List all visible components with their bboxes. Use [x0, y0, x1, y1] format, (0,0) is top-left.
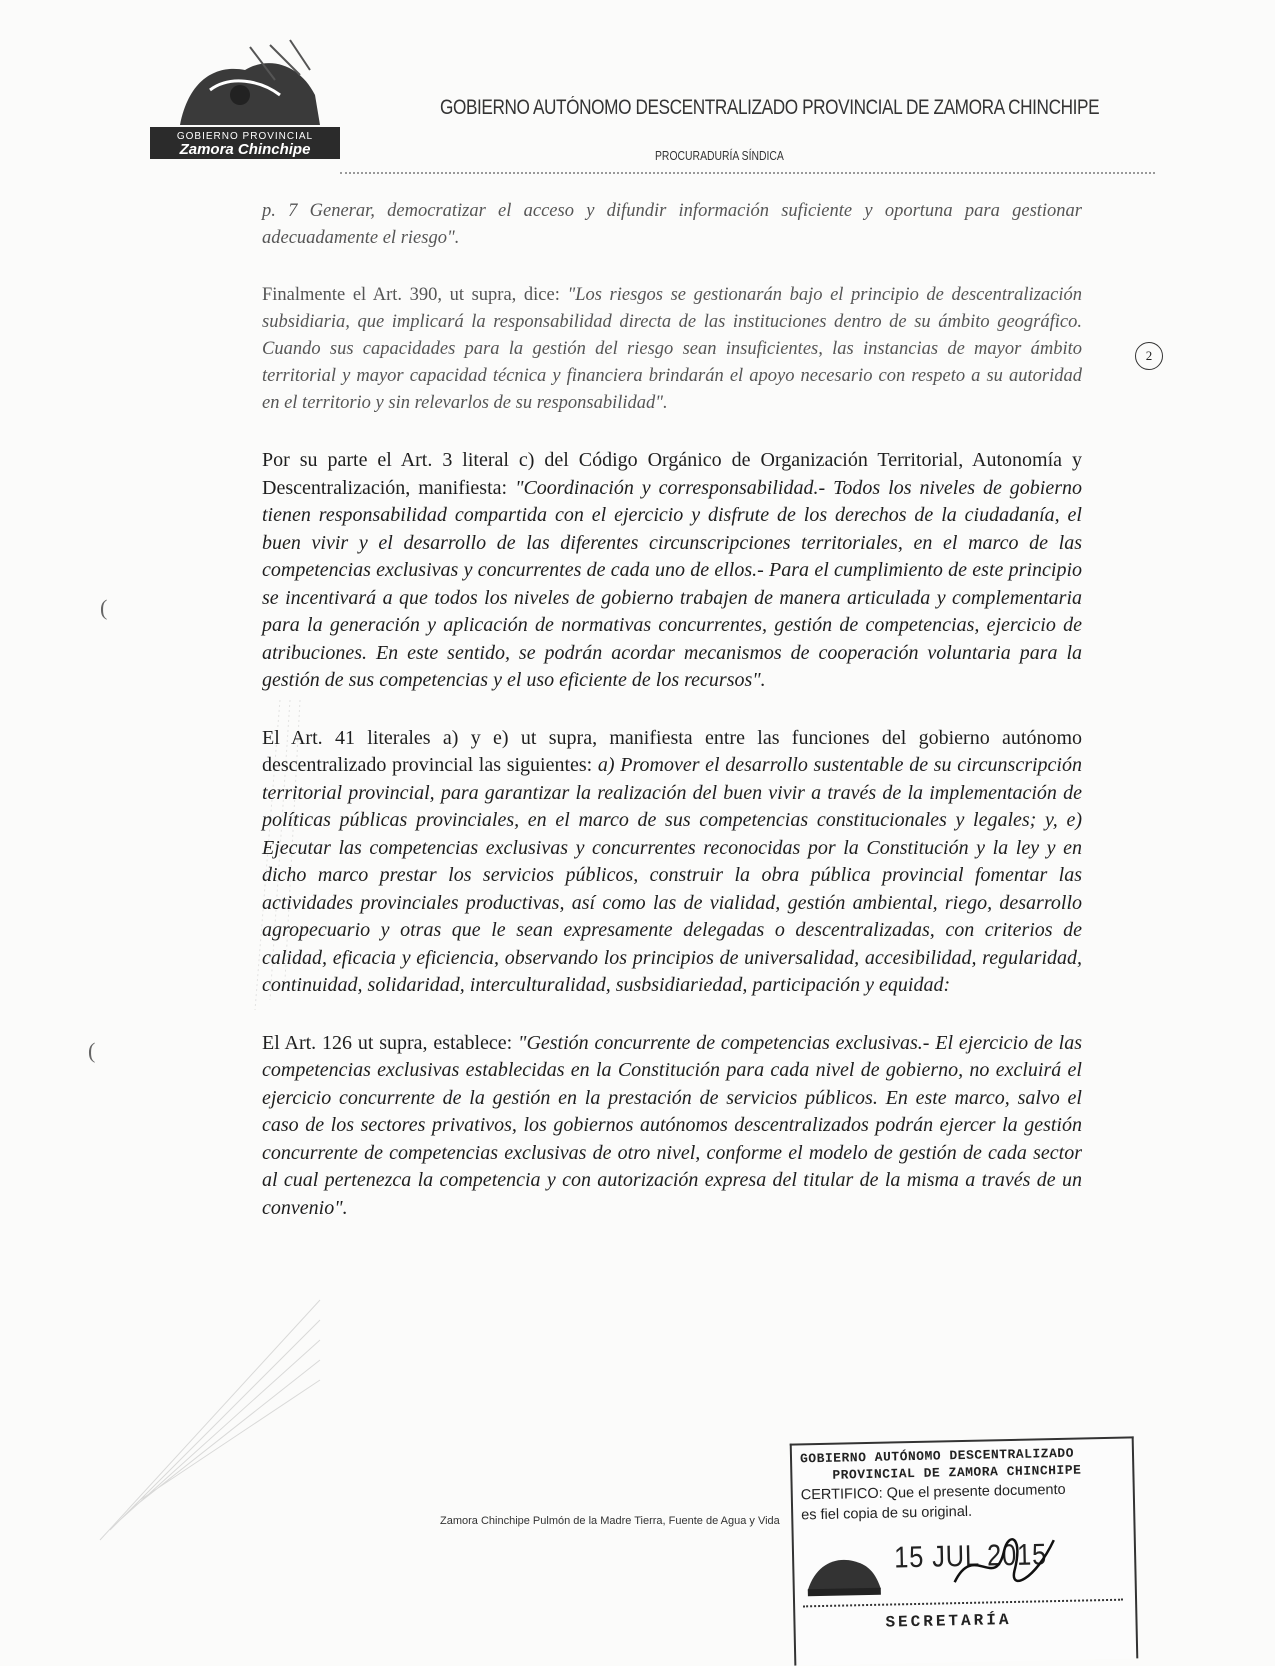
- paragraph-2: [262, 282, 1082, 417]
- paragraph-quote: "Gestión concurrente de competencias exclusivas.- El ejercicio de las competencias exclusivas establecidas en la Constitución para cada nivel de gobierno, no excluirá el ejercicio concurrente de la gestión en la prestación de servicios públicos. En este marco, salvo el caso de los sectores privativos, los gobiernos autónomos descentralizados podrán ejercer la gestión concurrente de competencias exclusivas de otro nivel, conforme el modelo de gestión de cada sector al cual pertenezca la competencia y con autorización expresa del titular de la misma a través de un convenio".: [262, 1031, 1082, 1219]
- header-subtitle: PROCURADURÍA SÍNDICA: [655, 148, 784, 163]
- certification-stamp: [790, 1436, 1139, 1665]
- margin-mark: (: [88, 1038, 96, 1063]
- footer-slogan: Zamora Chinchipe Pulmón de la Madre Tierra, Fuente de Agua y Vida: [440, 1515, 780, 1527]
- signature-icon: [943, 1520, 1065, 1602]
- stamp-line1: GOBIERNO AUTÓNOMO DESCENTRALIZADO: [799, 1445, 1075, 1467]
- logo-line1: GOBIERNO PROVINCIAL: [176, 131, 314, 142]
- paragraph-3: [262, 447, 1082, 695]
- provincial-logo: [150, 35, 345, 165]
- header-divider: [340, 172, 1155, 174]
- paragraph-quote: "Coordinación y corresponsabilidad.- Todos los niveles de gobierno tienen responsabilidad compartida con el ejercicio y disfrute de los derechos de la ciudadanía, el buen vivir y el desarrollo de las diferentes circunscripciones territoriales, en el marco de las competencias exclusivas y concurrentes de cada uno de ellos.- Para el cumplimiento de este principio se incentivará a que todos los niveles de gobierno trabajen de manera articulada y complementaria para la generación y aplicación de normativas concurrentes, gestión de competencias, ejercicio de atribuciones. En este sentido, se podrán acordar mecanismos de cooperación voluntaria para la gestión de sus competencias y el uso eficiente de los recursos".: [262, 476, 1083, 691]
- stamp-date: 15 JUL 2015: [893, 1538, 1048, 1575]
- logo-band: [150, 127, 340, 159]
- header-title: GOBIERNO AUTÓNOMO DESCENTRALIZADO PROVINCIAL DE ZAMORA CHINCHIPE: [440, 96, 1100, 119]
- document-body: [262, 198, 1082, 1252]
- margin-mark: (: [100, 595, 108, 620]
- paragraph-lead: El Art. 41 literales a) y e) ut supra, manifiesta entre las funciones del gobierno autónomo descentralizado provincial las siguientes:: [262, 726, 1082, 776]
- stamp-section: SECRETARÍA: [885, 1611, 1012, 1632]
- paragraph-quote: p. 7 Generar, democratizar el acceso y difundir información suficiente y oportuna para gestionar adecuadamente el riesgo".: [262, 201, 1082, 248]
- logo-emblem-icon: [150, 35, 345, 130]
- paragraph-lead: El Art. 126 ut supra, establece:: [262, 1031, 519, 1054]
- paragraph-1: [262, 198, 1082, 252]
- paragraph-lead: Finalmente el Art. 390, ut supra, dice:: [262, 285, 568, 305]
- paragraph-4: [262, 725, 1082, 1000]
- paragraph-5: [262, 1030, 1082, 1223]
- logo-line2: Zamora Chinchipe: [179, 141, 311, 158]
- stamp-line2: PROVINCIAL DE ZAMORA CHINCHIPE: [832, 1462, 1082, 1483]
- stamp-logo-icon: [802, 1544, 885, 1598]
- paragraph-quote: a) Promover el desarrollo sustentable de su circunscripción territorial provincial, para garantizar la realización del buen vivir a través de la implementación de políticas públicas provinciales, en el marco de sus competencias constitucionales y legales; y, e) Ejecutar las competencias exclusivas y concurrentes reconocidas por la Constitución y la ley y en dicho marco prestar los servicios públicos, construir la obra pública provincial fomentar las actividades provinciales productivas, así como las de vialidad, gestión ambiental, riego, desarrollo agropecuario y otras que le sean expresamente delegadas o descentralizadas, con criterios de calidad, eficacia y eficiencia, observando los principios de universalidad, accesibilidad, regularidad, continuidad, solidaridad, interculturalidad, susbsidiariedad, participación y equidad:: [262, 754, 1082, 996]
- paragraph-quote: "Los riesgos se gestionarán bajo el principio de descentralización subsidiaria, que implicará la responsabilidad directa de las instituciones dentro de su ámbito geográfico. Cuando sus capacidades para la gestión del riesgo sean insuficientes, las instancias de mayor ámbito territorial y mayor capacidad técnica y financiera brindarán el apoyo necesario con respeto a su autoridad en el territorio y sin relevarlos de su responsabilidad".: [262, 285, 1082, 413]
- stamp-line3: CERTIFICO: Que el presente documento: [800, 1481, 1066, 1504]
- stamp-line4: es fiel copia de su original.: [801, 1503, 973, 1524]
- page-number: 2: [1135, 342, 1163, 370]
- paragraph-lead: Por su parte el Art. 3 literal c) del Código Orgánico de Organización Territorial, Autonomía y Descentralización, manifiesta:: [262, 449, 1082, 499]
